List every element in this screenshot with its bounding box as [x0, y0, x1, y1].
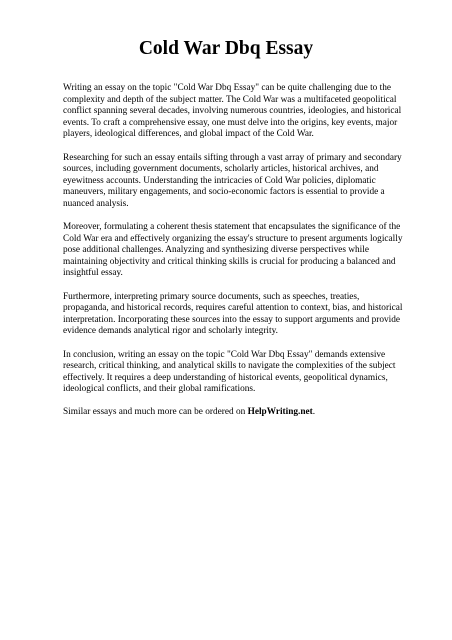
helpwriting-link[interactable]: HelpWriting.net [247, 406, 313, 417]
footer-prefix: Similar essays and much more can be ordered on [63, 406, 248, 417]
paragraph-1: Writing an essay on the topic "Cold War Dbq Essay" can be quite challenging due to the complexity and depth of the subject matter. The Cold War was a multifaceted geopolitical conflict spanning several decades, involving numerous countries, ideologies, and historical events. To craft a comprehensive essay, one must delve into the origins, key events, major players, ideological differences, and global impact of the Cold War. [63, 83, 402, 139]
paragraph-5: In conclusion, writing an essay on the topic "Cold War Dbq Essay" demands extensive research, critical thinking, and analytical skills to navigate the complexities of the subject effectively. It requires a deep understanding of historical events, geopolitical dynamics, ideological conflicts, and their global ramifications. [63, 349, 396, 394]
footer-suffix: . [312, 406, 316, 417]
paragraph-3: Moreover, formulating a coherent thesis statement that encapsulates the significance of the Cold War era and effectively organizing the essay's structure to present arguments logically pose additional challenges. Analyzing and synthesizing diverse perspectives while maintaining objectivity and critical thinking skills is crucial for producing a balanced and insightful essay. [63, 222, 403, 278]
paragraph-2: Researching for such an essay entails sifting through a vast array of primary and secondary sources, including government documents, scholarly articles, historical archives, and eyewitness accounts. Understanding the intricacies of Cold War policies, diplomatic maneuvers, military engagements, and socio-economic factors is essential to provide a nuanced analysis. [63, 152, 402, 209]
document-body [63, 83, 403, 418]
document-title: Cold War Dbq Essay [138, 38, 314, 59]
footer-line [63, 407, 403, 419]
paragraph-4: Furthermore, interpreting primary source documents, such as speeches, treaties, propaganda, and historical records, requires careful attention to context, bias, and historical interpretation. Incorporating these sources into the essay to support arguments and provide evidence demands analytical rigor and scholarly integrity. [63, 291, 403, 336]
